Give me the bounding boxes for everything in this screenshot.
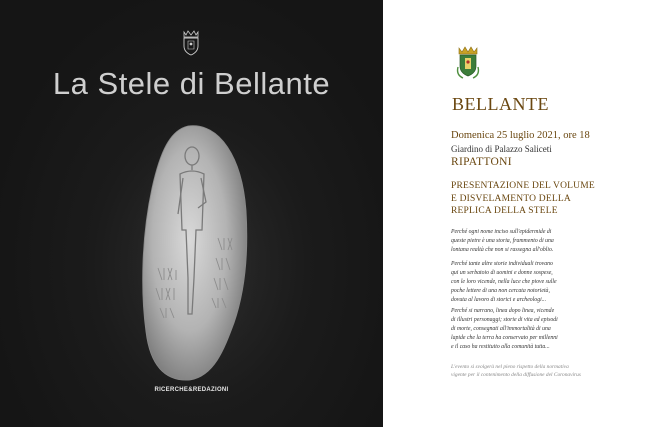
- paragraph-line: Perché tante altre storie individuali trovano: [451, 261, 553, 267]
- paragraph-line: e il caso ha restituito alla comunità tutta...: [451, 344, 550, 350]
- notice-line: L'evento si svolgerà nel pieno rispetto della normativa: [451, 364, 569, 370]
- paragraph-line: di morte, consegnati all'immortalità di una: [451, 326, 551, 332]
- description-paragraph: [451, 307, 635, 352]
- description-paragraph: [451, 260, 635, 305]
- paragraph-line: dovuta al lavoro di storici e archeologi...: [451, 297, 547, 303]
- covid-notice: [451, 364, 641, 379]
- event-venue: Giardino di Palazzo Saliceti: [451, 144, 552, 154]
- notice-line: vigente per il contenimento della diffusione del Coronavirus: [451, 371, 581, 378]
- book-title: La Stele di Bellante: [52, 66, 331, 101]
- paragraph-line: lontana realtà che non si rassegna all'oblio.: [451, 247, 554, 253]
- paragraph-line: con le loro vicende, nella luce che piove sulle: [451, 279, 557, 285]
- paragraph-line: qui un serbatoio di uomini e donne sospese,: [451, 270, 553, 276]
- headline-line: REPLICA DELLA STELE: [451, 206, 558, 216]
- headline-line: PRESENTAZIONE DEL VOLUME: [451, 181, 595, 191]
- paragraph-line: Perché si narrano, linea dopo linea, vicende: [451, 308, 555, 314]
- event-date: Domenica 25 luglio 2021, ore 18: [451, 130, 590, 141]
- paragraph-line: queste pietre è una storia, frammento di una: [451, 238, 554, 244]
- coat-of-arms-icon: [181, 30, 201, 56]
- headline-line: E DISVELAMENTO DELLA: [451, 193, 571, 204]
- description-paragraph: [451, 228, 635, 255]
- paragraph-line: lapide che la terra ha conservato per millenni: [451, 335, 558, 341]
- paragraph-line: Perché ogni nome inciso sull'epidermide di: [451, 229, 552, 235]
- event-flyer: [383, 0, 650, 427]
- coat-of-arms-icon: [455, 45, 481, 79]
- town-name: BELLANTE: [452, 94, 549, 114]
- publisher-logo: RICERCHE&REDAZIONI: [154, 387, 229, 393]
- paragraph-line: di illustri personaggi; storie di vita ed episodi: [451, 317, 558, 323]
- event-headline: [451, 180, 641, 218]
- event-locality: RIPATTONI: [451, 156, 512, 168]
- paragraph-line: poche lettere di una non cercata notorietà,: [451, 288, 550, 294]
- stele-image: [128, 118, 264, 386]
